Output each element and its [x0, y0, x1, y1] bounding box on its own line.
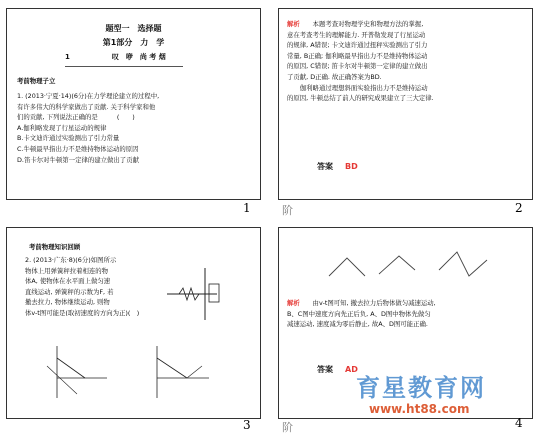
slide-1-question — [17, 91, 253, 165]
slide-1-question-line: B.卡文迪许通过实验测出了引力常量 — [17, 134, 120, 143]
slide-4-graphs — [319, 236, 519, 292]
slide-1-question-line: 们的贡献, 下列说法正确的是 ( ) — [17, 113, 135, 122]
slide-4-analysis-line: B、C图中速度方向先正后负, A、D图中物体先做匀 — [287, 309, 431, 318]
slide-2 — [278, 8, 533, 200]
slide-2-answer-value: BD — [345, 162, 358, 171]
slide-2-analysis-line: 的原因, 牛顿总结了前人的研究成果建立了三大定律. — [287, 94, 434, 103]
graph-line — [329, 258, 365, 276]
slide-1-question-line: D.笛卡尔对牛顿第一定律的建立做出了贡献 — [17, 155, 139, 164]
graph-line — [439, 252, 487, 276]
slide-4-answer-label: 答案 — [317, 365, 333, 374]
slide-3 — [6, 227, 261, 419]
slide-4-analysis-line: 减速运动, 速度减为零后静止, 故A、D图可能正确. — [287, 320, 428, 329]
slide-2-bottom-label: 阶 — [282, 204, 293, 217]
slide-3-section: 考前物理知识回顾 — [29, 243, 81, 251]
graph-line — [379, 256, 415, 274]
graph-line — [157, 358, 187, 378]
slide-3-question-line: 2. (2013·广东·8)(6分)如图所示 — [25, 256, 117, 264]
slide-2-analysis — [287, 19, 527, 104]
slide-1 — [6, 8, 261, 200]
page-number-2: 2 — [515, 201, 523, 215]
slide-2-answer-label: 答案 — [317, 162, 333, 171]
slide-4-analysis-label: 解析 — [287, 299, 300, 307]
slide-2-analysis-line: 了贡献, D正确. 故正确答案为BD. — [287, 72, 382, 81]
page-number-4: 4 — [515, 416, 523, 430]
page-number-3: 3 — [243, 418, 251, 432]
page-number-1: 1 — [243, 201, 251, 215]
slide-1-banner — [65, 52, 183, 67]
slide-1-question-line: 1. (2013·宁夏·14)(6分)在力学理论建立的过程中, — [17, 92, 160, 100]
slide-3-question-line: 物体上用弹簧秤拉着相连的物 — [25, 266, 109, 275]
slide-1-subtitle: 第1部分 力 学 — [102, 38, 165, 47]
slide-1-question-line: C.牛顿最早指出力不是维持物体运动的原因 — [17, 144, 139, 153]
slide-1-section: 考前物理子立 — [17, 77, 56, 85]
slide-3-question-line: 体v-t图可能是(取初速度的方向为正)( ) — [25, 308, 140, 317]
slide-2-analysis-label: 解析 — [287, 20, 300, 28]
slide-2-analysis-line: 常量, B正确; 伽利略最早指出力不是维持物体运动 — [287, 51, 428, 60]
slide-3-question-line: 撤去拉力, 物体继续运动, 则物 — [25, 298, 110, 307]
block-shape — [209, 284, 219, 302]
graph-line — [47, 366, 77, 394]
slide-2-analysis-line: 本题考查对物理学史和物理方法的掌握, — [299, 20, 424, 28]
slide-3-question-line: 体A, 使物体在水平面上做匀速 — [25, 277, 111, 286]
slide-2-analysis-line: 的规律, A错误; 卡文迪许通过扭秤实验测出了引力 — [287, 41, 428, 50]
graph-line — [57, 358, 85, 378]
velocity-graphs — [37, 336, 237, 406]
graph-line — [187, 366, 202, 378]
slide-4-analysis-line: 由v-t图可知, 撤去拉力后物体做匀减速运动, — [299, 299, 436, 307]
slide-2-answer — [317, 161, 358, 172]
slide-2-analysis-line: 意在考查考生的理解能力. 开普勒发现了行星运动 — [287, 30, 426, 39]
slide-1-banner-text: 1 叹 咿 尚 考 烟 — [65, 53, 166, 61]
slide-3-question-line: 直线运动, 弹簧秤的示数为F, 若 — [25, 287, 114, 296]
slide-1-title: 题型一 选择题 — [105, 24, 162, 33]
slide-4-analysis — [287, 298, 527, 330]
slide-1-question-line: A.伽利略发现了行星运动的规律 — [17, 123, 107, 132]
slide-1-question-line: 有许多伟大的科学家做出了贡献. 关于科学家和他 — [17, 102, 156, 111]
watermark-name: 育星教育网 — [356, 374, 486, 402]
slide-4-answer — [317, 364, 358, 375]
spring-diagram — [157, 254, 227, 326]
slide-2-analysis-line: 伽利略通过理想斜面实验指出力不是维持运动 — [287, 83, 428, 92]
graph-a — [47, 346, 107, 398]
graph-b — [157, 346, 209, 398]
watermark-url: www.ht88.com — [369, 402, 470, 416]
slide-4-answer-value: AD — [345, 365, 358, 374]
slide-2-analysis-line: 的原因, C错误; 笛卡尔对牛顿第一定律的建立做出 — [287, 62, 428, 71]
slide-3-bottom-label: 阶 — [282, 421, 293, 434]
